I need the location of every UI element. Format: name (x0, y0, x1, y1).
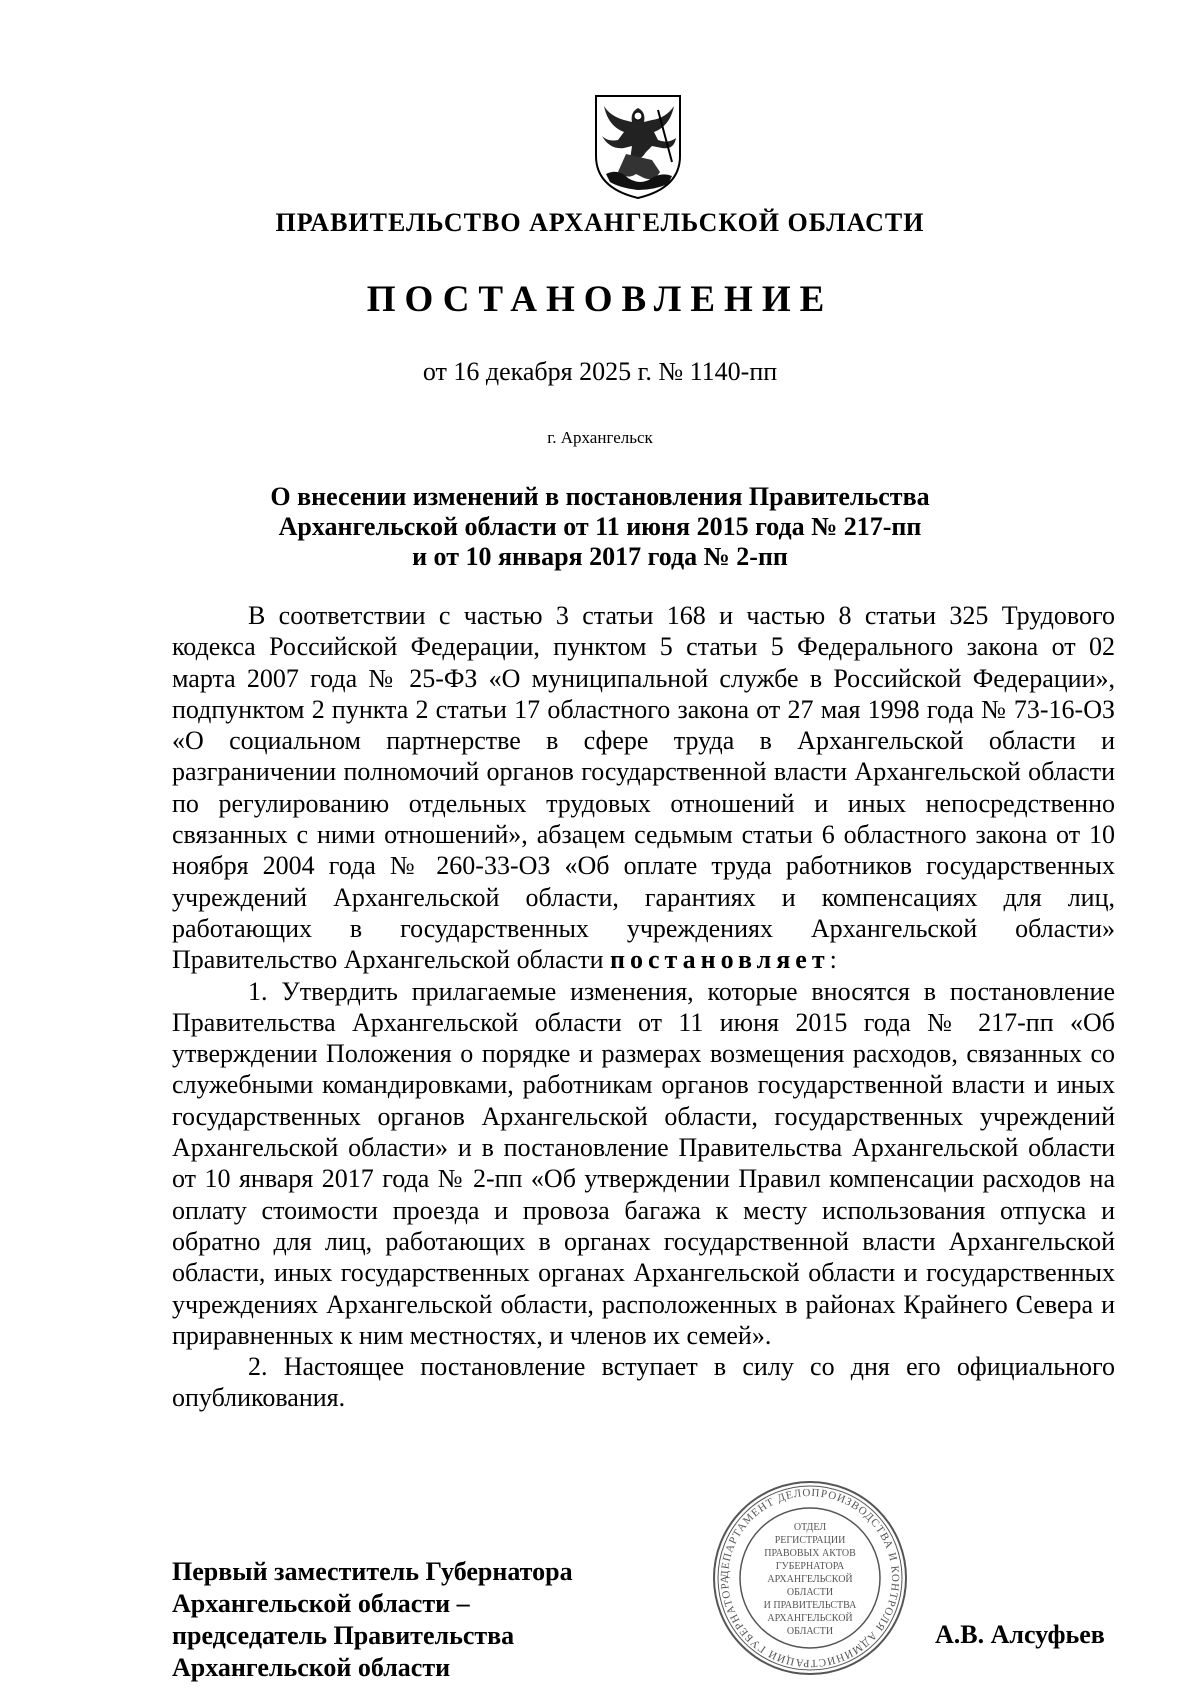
seal-outer-text: ДЕПАРТАМЕНТ ДЕЛОПРОИЗВОДСТВА И КОНТРОЛЯ АДМИНИСТРАЦИИ ГУБЕРНАТОРА (718, 1486, 902, 1670)
seal-inner-line: ОБЛАСТИ (786, 1587, 834, 1598)
signer-position-line: Первый заместитель Губернатора (172, 1557, 573, 1586)
title-line: О внесении изменений в постановления Правительства (270, 482, 930, 511)
preamble-paragraph (172, 600, 1115, 976)
official-seal-stamp (710, 1478, 910, 1678)
document-type: ПОСТАНОВЛЕНИЕ (366, 279, 834, 320)
preamble-text: В соответствии с частью 3 статьи 168 и частью 8 статьи 325 Трудового кодекса Российской Федерации, пунктом 5 статьи 5 Федерального закона от 02 марта 2007 года № 25-ФЗ «О муниципальной службе в Российской Федерации», подпунктом 2 пункта 2 статьи 17 областного закона от 27 мая 1998 года № 73-16-ОЗ «О социальном партнерстве в сфере труда в Архангельской области и разграничении полномочий органов государственной власти Архангельской области по регулированию отдельных трудовых отношений и иных непосредственно связанных с ними отношений», абзацем седьмым статьи 6 областного закона от 10 ноября 2004 года № 260-33-ОЗ «Об оплате труда работников государственных учреждений Архангельской области, гарантиях и компенсациях для лиц, работающих в государственных учреждениях Архангельской области» Правительство Архангельской области (172, 601, 1115, 975)
seal-inner-line: АРХАНГЕЛЬСКОЙ (767, 1574, 853, 1585)
seal-inner-line: АРХАНГЕЛЬСКОЙ (767, 1613, 853, 1624)
seal-inner-line: ОТДЕЛ (793, 1522, 827, 1533)
seal-inner-line: РЕГИСТРАЦИИ (774, 1535, 846, 1546)
seal-inner-line: ОБЛАСТИ (786, 1626, 834, 1637)
title-line: Архангельской области от 11 июня 2015 года № 217-пп (278, 512, 922, 541)
item-1-paragraph: 1. Утвердить прилагаемые изменения, которые вносятся в постановление Правительства Архангельской области от 11 июня 2015 года № 217-пп «Об утверждении Положения о порядке и размерах возмещения расходов, связанных со служебными командировками, работникам органов государственной власти и иных государственных органов Архангельской области, государственных учреждений Архангельской области» и в постановление Правительства Архангельской области от 10 января 2017 года № 2-пп «Об утверждении Правил компенсации расходов на оплату стоимости проезда и провоза багажа к месту использования отпуска и обратно для лиц, работающих в органах государственной власти Архангельской области, иных государственных органах Архангельской области и государственных учреждениях Архангельской области, расположенных в районах Крайнего Севера и приравненных к ним местностях, и членов их семей». (172, 976, 1115, 1350)
signer-position-line: председатель Правительства (172, 1621, 515, 1650)
signer-name: А.В. Алсуфьев (935, 1620, 1105, 1649)
signer-position-line: Архангельской области – (172, 1589, 470, 1618)
title-line: и от 10 января 2017 года № 2-пп (412, 542, 788, 571)
document-title (0, 482, 1200, 572)
seal-inner-line: ПРАВОВЫХ АКТОВ (764, 1548, 856, 1559)
item-2-paragraph: 2. Настоящее постановление вступает в силу со дня его официального опубликования. (172, 1352, 1115, 1413)
signer-position (172, 1556, 573, 1684)
decree-word: постановляет (610, 945, 830, 975)
date-and-number: от 16 декабря 2025 г. № 1140-пп (422, 357, 778, 386)
seal-inner-line: ГУБЕРНАТОРА (775, 1561, 845, 1572)
organization-name: ПРАВИТЕЛЬСТВО АРХАНГЕЛЬСКОЙ ОБЛАСТИ (275, 208, 925, 237)
signer-position-line: Архангельской области (172, 1653, 451, 1682)
city: г. Архангельск (547, 428, 653, 447)
seal-inner-line: И ПРАВИТЕЛЬСТВА (763, 1600, 857, 1611)
decree-colon: : (829, 945, 837, 975)
coat-of-arms-icon (588, 90, 688, 202)
document-body (172, 600, 1115, 1414)
